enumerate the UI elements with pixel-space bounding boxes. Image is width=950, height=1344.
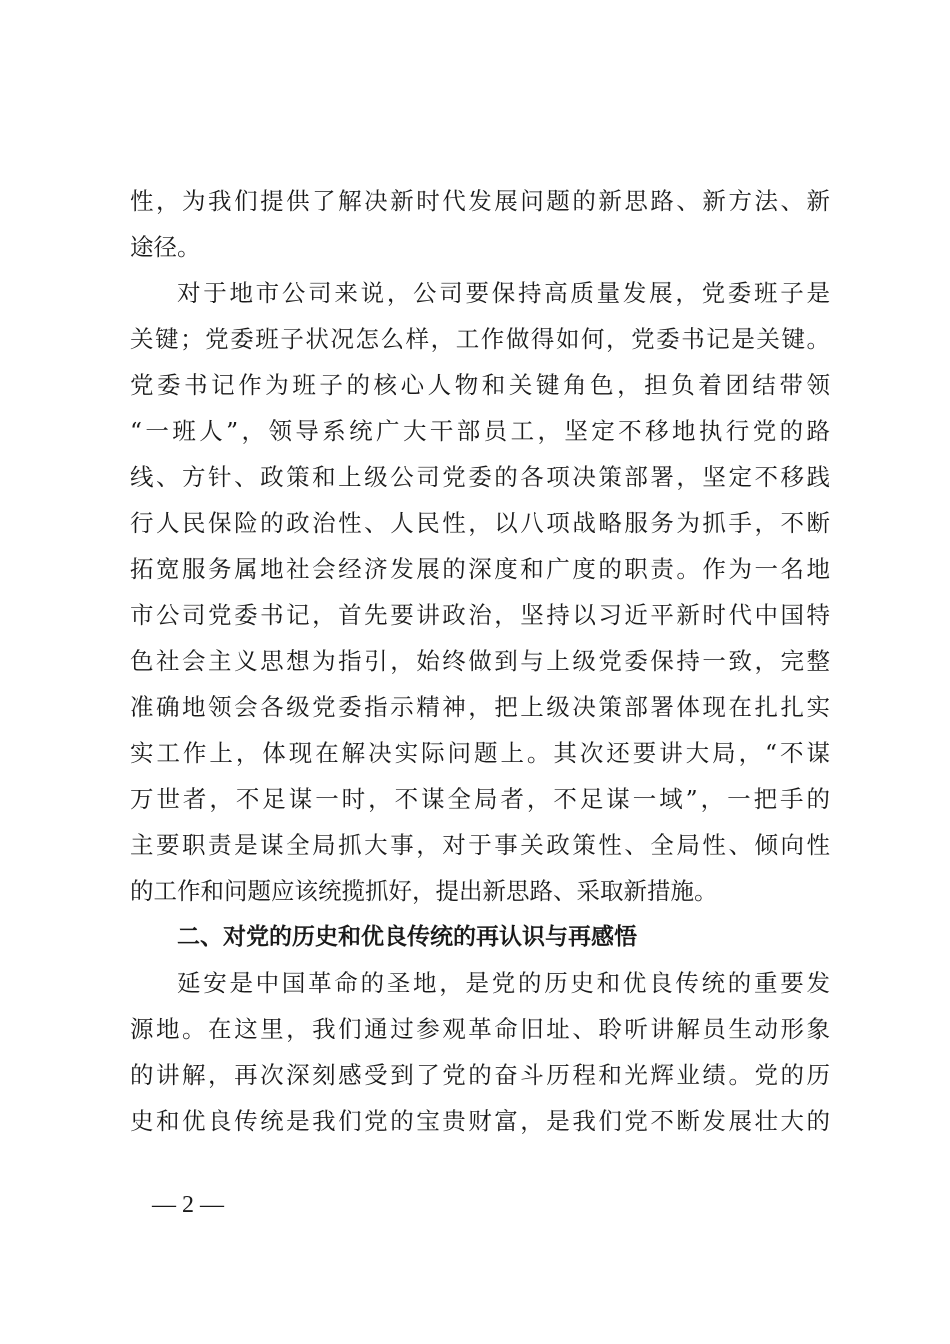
text-line: 色社会主义思想为指引，始终做到与上级党委保持一致，完整 xyxy=(130,647,830,675)
text-line: 的讲解，再次深刻感受到了党的奋斗历程和光辉业绩。党的历 xyxy=(130,1061,830,1089)
text-line: “一班人”，领导系统广大干部员工，坚定不移地执行党的路 xyxy=(130,417,830,445)
text-line: 准确地领会各级党委指示精神，把上级决策部署体现在扎扎实 xyxy=(130,693,830,721)
text-line: 史和优良传统是我们党的宝贵财富，是我们党不断发展壮大的 xyxy=(130,1107,830,1135)
text-line: 主要职责是谋全局抓大事，对于事关政策性、全局性、倾向性 xyxy=(130,831,830,859)
text-line: 拓宽服务属地社会经济发展的深度和广度的职责。作为一名地 xyxy=(130,555,830,583)
section-heading: 二、对党的历史和优良传统的再认识与再感悟 xyxy=(177,924,637,950)
text-line: 线、方针、政策和上级公司党委的各项决策部署，坚定不移践 xyxy=(130,463,830,491)
text-line: 的工作和问题应该统揽抓好，提出新思路、采取新措施。 xyxy=(130,877,718,905)
text-line: 万世者，不足谋一时，不谋全局者，不足谋一域”，一把手的 xyxy=(130,785,830,813)
paragraph-start-line: 延安是中国革命的圣地，是党的历史和优良传统的重要发 xyxy=(177,969,830,997)
text-line: 性，为我们提供了解决新时代发展问题的新思路、新方法、新 xyxy=(130,187,830,215)
text-line: 市公司党委书记，首先要讲政治，坚持以习近平新时代中国特 xyxy=(130,601,830,629)
text-line: 党委书记作为班子的核心人物和关键角色，担负着团结带领 xyxy=(130,371,830,399)
page-number: — 2 — xyxy=(152,1192,224,1218)
text-line: 行人民保险的政治性、人民性，以八项战略服务为抓手，不断 xyxy=(130,509,830,537)
text-line: 实工作上，体现在解决实际问题上。其次还要讲大局，“不谋 xyxy=(130,739,830,767)
text-line: 源地。在这里，我们通过参观革命旧址、聆听讲解员生动形象 xyxy=(130,1015,830,1043)
document-body xyxy=(130,178,830,1144)
paragraph-start-line: 对于地市公司来说，公司要保持高质量发展，党委班子是 xyxy=(177,279,830,307)
text-line: 关键；党委班子状况怎么样，工作做得如何，党委书记是关键。 xyxy=(130,325,830,353)
text-line: 途径。 xyxy=(130,233,201,261)
